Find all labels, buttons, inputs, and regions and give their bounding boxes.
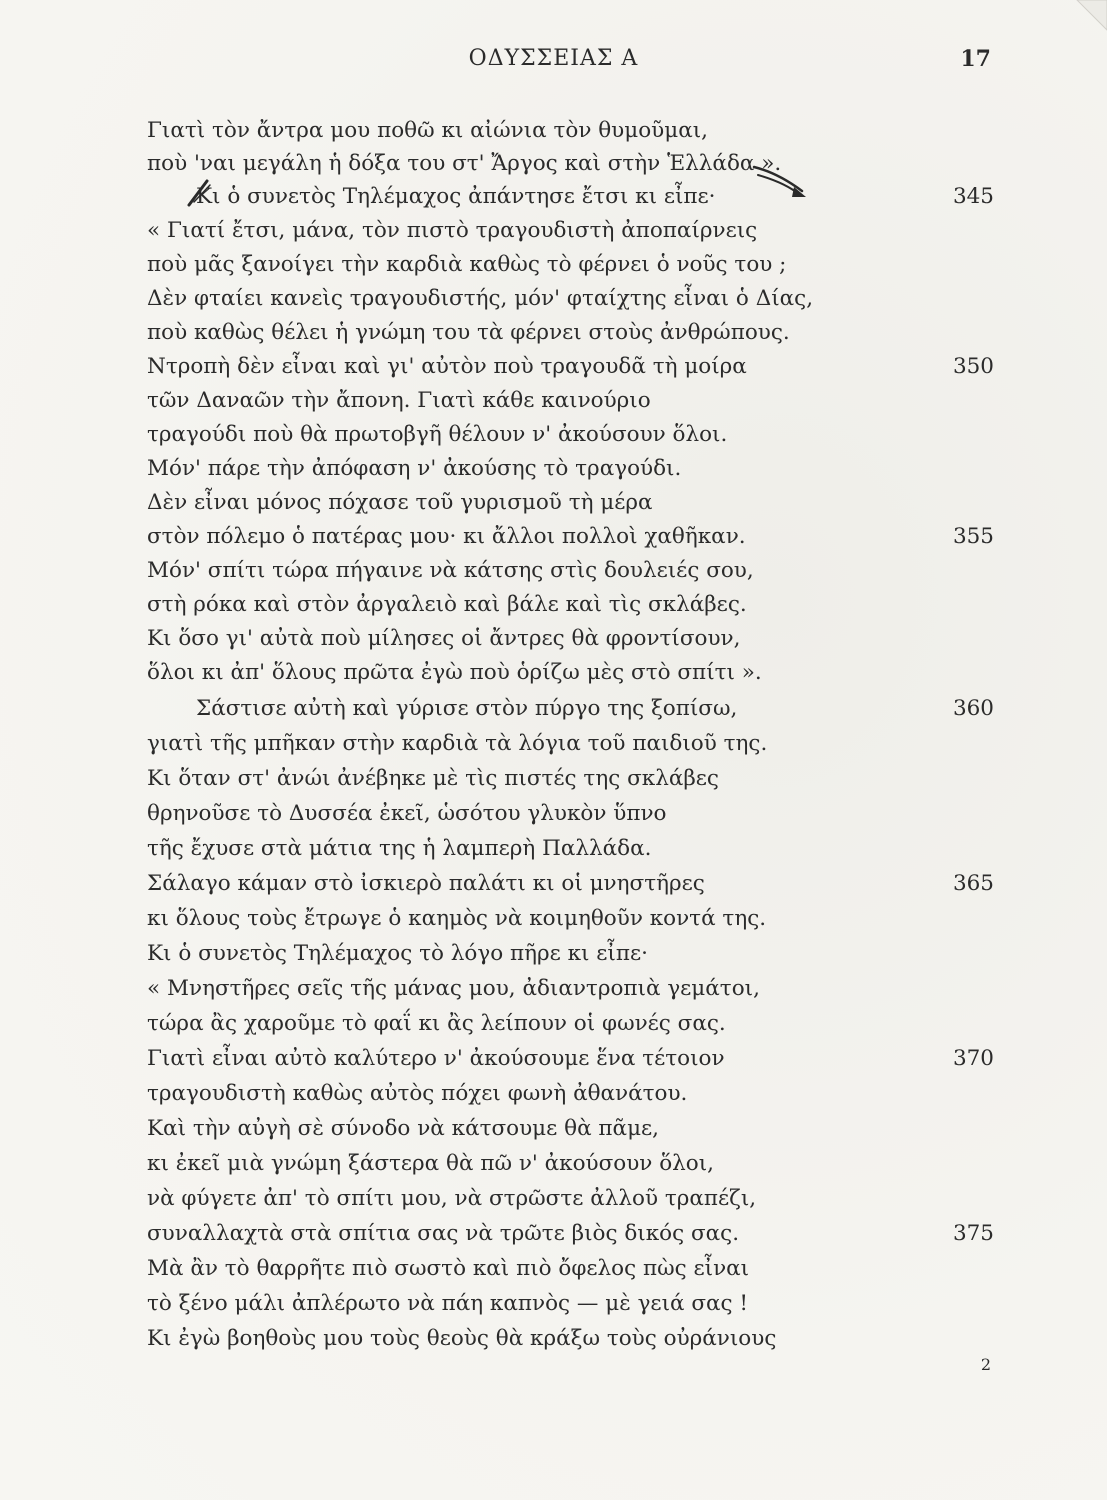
verse-text: Κι ὅταν στ' ἀνώι ἀνέβηκε μὲ τὶς πιστές της σκλάβες bbox=[147, 766, 719, 791]
verse-text: ὅλοι κι ἀπ' ὅλους πρῶτα ἐγὼ ποὺ ὁρίζω μὲς στὸ σπίτι ». bbox=[147, 660, 762, 685]
verse-line bbox=[0, 554, 1107, 588]
verse-text: τραγουδιστὴ καθὼς αὐτὸς πόχει φωνὴ ἀθανάτου. bbox=[147, 1081, 688, 1106]
verse-line bbox=[0, 282, 1107, 316]
verse-line bbox=[0, 1042, 1107, 1076]
verse-text: Σάστισε αὐτὴ καὶ γύρισε στὸν πύργο της ξοπίσω, bbox=[196, 696, 738, 721]
verse-line bbox=[0, 902, 1107, 936]
verse-text: Μόν' πάρε τὴν ἀπόφαση ν' ἀκούσης τὸ τραγούδι. bbox=[147, 456, 682, 481]
verse-text: τῶν Δαναῶν τὴν ἄπονη. Γιατὶ κάθε καινούριο bbox=[147, 388, 651, 413]
verse-line bbox=[0, 114, 1107, 148]
verse-line bbox=[0, 147, 1107, 181]
verse-text: κι ἐκεῖ μιὰ γνώμη ξάστερα θὰ πῶ ν' ἀκούσουν ὅλοι, bbox=[147, 1151, 714, 1176]
verse-line bbox=[0, 972, 1107, 1006]
verse-text: « Γιατί ἔτσι, μάνα, τὸν πιστὸ τραγουδιστὴ ἀποπαίρνεις bbox=[147, 218, 758, 243]
verse-line bbox=[0, 797, 1107, 831]
verse-line bbox=[0, 1217, 1107, 1251]
verse-line bbox=[0, 588, 1107, 622]
verse-text: « Μνηστῆρες σεῖς τῆς μάνας μου, ἀδιαντροπιὰ γεμάτοι, bbox=[147, 976, 760, 1001]
verse-line bbox=[0, 1182, 1107, 1216]
verse-line bbox=[0, 316, 1107, 350]
verse-line bbox=[0, 1147, 1107, 1181]
verse-text: γιατὶ τῆς μπῆκαν στὴν καρδιὰ τὰ λόγια τοῦ παιδιοῦ της. bbox=[147, 731, 768, 756]
verse-line bbox=[0, 1252, 1107, 1286]
verse-line bbox=[0, 452, 1107, 486]
verse-line bbox=[0, 1077, 1107, 1111]
verse-line bbox=[0, 350, 1107, 384]
line-number: 365 bbox=[952, 871, 994, 896]
verse-text: Κι ἐγὼ βοηθοὺς μου τοὺς θεοὺς θὰ κράξω τοὺς οὐράνιους bbox=[147, 1326, 777, 1351]
verse-text: τραγούδι ποὺ θὰ πρωτοβγῆ θέλουν ν' ἀκούσουν ὅλοι. bbox=[147, 422, 728, 447]
printer-signature: 2 bbox=[980, 1355, 991, 1374]
verse-line bbox=[0, 1287, 1107, 1321]
verse-text: ποὺ μᾶς ξανοίγει τὴν καρδιὰ καθὼς τὸ φέρνει ὁ νοῦς του ; bbox=[147, 252, 787, 277]
verse-text: τώρα ἂς χαροῦμε τὸ φαΐ κι ἂς λείπουν οἱ φωνές σας. bbox=[147, 1011, 726, 1036]
verse-text: Κι ὁ συνετὸς Τηλέμαχος ἀπάντησε ἔτσι κι εἶπε· bbox=[196, 184, 716, 209]
verse-line bbox=[0, 486, 1107, 520]
verse-line bbox=[0, 656, 1107, 690]
verse-text: Κι ὁ συνετὸς Τηλέμαχος τὸ λόγο πῆρε κι εἶπε· bbox=[147, 941, 648, 966]
line-number: 360 bbox=[952, 696, 994, 721]
verse-text: κι ὅλους τοὺς ἔτρωγε ὁ καημὸς νὰ κοιμηθοῦν κοντά της. bbox=[147, 906, 767, 931]
line-number: 345 bbox=[952, 184, 994, 209]
verse-text: ποὺ 'ναι μεγάλη ἡ δόξα του στ' Ἄργος καὶ στὴν Ἑλλάδα ». bbox=[147, 151, 782, 176]
page-corner-fold bbox=[1067, 0, 1107, 40]
verse-line bbox=[0, 832, 1107, 866]
verse-line bbox=[0, 180, 1107, 214]
verse-line bbox=[0, 1112, 1107, 1146]
verse-line bbox=[0, 762, 1107, 796]
verse-line bbox=[0, 248, 1107, 282]
line-number: 375 bbox=[952, 1221, 994, 1246]
verse-text: Καὶ τὴν αὐγὴ σὲ σύνοδο νὰ κάτσουμε θὰ πᾶμε, bbox=[147, 1116, 660, 1141]
line-number: 350 bbox=[952, 354, 994, 379]
verse-line bbox=[0, 1322, 1107, 1356]
verse-line bbox=[0, 867, 1107, 901]
verse-text: Γιατὶ τὸν ἄντρα μου ποθῶ κι αἰώνια τὸν θυμοῦμαι, bbox=[147, 118, 708, 143]
verse-text: ποὺ καθὼς θέλει ἡ γνώμη του τὰ φέρνει στοὺς ἀνθρώπους. bbox=[147, 320, 790, 345]
verse-text: Γιατὶ εἶναι αὐτὸ καλύτερο ν' ἀκούσουμε ἕνα τέτοιον bbox=[147, 1046, 725, 1071]
line-number: 355 bbox=[952, 524, 994, 549]
verse-line bbox=[0, 384, 1107, 418]
page-number: 17 bbox=[960, 46, 991, 72]
verse-line bbox=[0, 418, 1107, 452]
verse-text: στὸν πόλεμο ὁ πατέρας μου· κι ἄλλοι πολλοὶ χαθῆκαν. bbox=[147, 524, 746, 549]
verse-line bbox=[0, 214, 1107, 248]
verse-line bbox=[0, 937, 1107, 971]
verse-line bbox=[0, 692, 1107, 726]
verse-line bbox=[0, 520, 1107, 554]
verse-text: Δὲν εἶναι μόνος πόχασε τοῦ γυρισμοῦ τὴ μέρα bbox=[147, 490, 653, 515]
verse-text: τῆς ἔχυσε στὰ μάτια της ἡ λαμπερὴ Παλλάδα. bbox=[147, 836, 652, 861]
verse-text: θρηνοῦσε τὸ Δυσσέα ἐκεῖ, ὡσότου γλυκὸν ὕπνο bbox=[147, 801, 667, 826]
verse-text: συναλλαχτὰ στὰ σπίτια σας νὰ τρῶτε βιὸς δικός σας. bbox=[147, 1221, 740, 1246]
verse-text: νὰ φύγετε ἀπ' τὸ σπίτι μου, νὰ στρῶστε ἀλλοῦ τραπέζι, bbox=[147, 1186, 757, 1211]
verse-text: στὴ ρόκα καὶ στὸν ἀργαλειὸ καὶ βάλε καὶ τὶς σκλάβες. bbox=[147, 592, 747, 617]
verse-text: Ντροπὴ δὲν εἶναι καὶ γι' αὐτὸν ποὺ τραγουδᾶ τὴ μοίρα bbox=[147, 354, 747, 379]
verse-text: Σάλαγο κάμαν στὸ ἰσκιερὸ παλάτι κι οἱ μνηστῆρες bbox=[147, 871, 705, 896]
verse-text: Μὰ ἂν τὸ θαρρῆτε πιὸ σωστὸ καὶ πιὸ ὄφελος πὼς εἶναι bbox=[147, 1256, 750, 1281]
verse-text: τὸ ξένο μάλι ἀπλέρωτο νὰ πάη καπνὸς — μὲ γειά σας ! bbox=[147, 1291, 749, 1316]
running-title: ΟΔΥΣΣΕΙΑΣ Α bbox=[468, 46, 639, 71]
verse-line bbox=[0, 1007, 1107, 1041]
verse-line bbox=[0, 727, 1107, 761]
verse-text: Μόν' σπίτι τώρα πήγαινε νὰ κάτσης στὶς δουλειές σου, bbox=[147, 558, 754, 583]
verse-text: Δὲν φταίει κανεὶς τραγουδιστής, μόν' φταίχτης εἶναι ὁ Δίας, bbox=[147, 286, 814, 311]
line-number: 370 bbox=[952, 1046, 994, 1071]
verse-text: Κι ὅσο γι' αὐτὰ ποὺ μίλησες οἱ ἄντρες θὰ φροντίσουν, bbox=[147, 626, 741, 651]
verse-line bbox=[0, 622, 1107, 656]
